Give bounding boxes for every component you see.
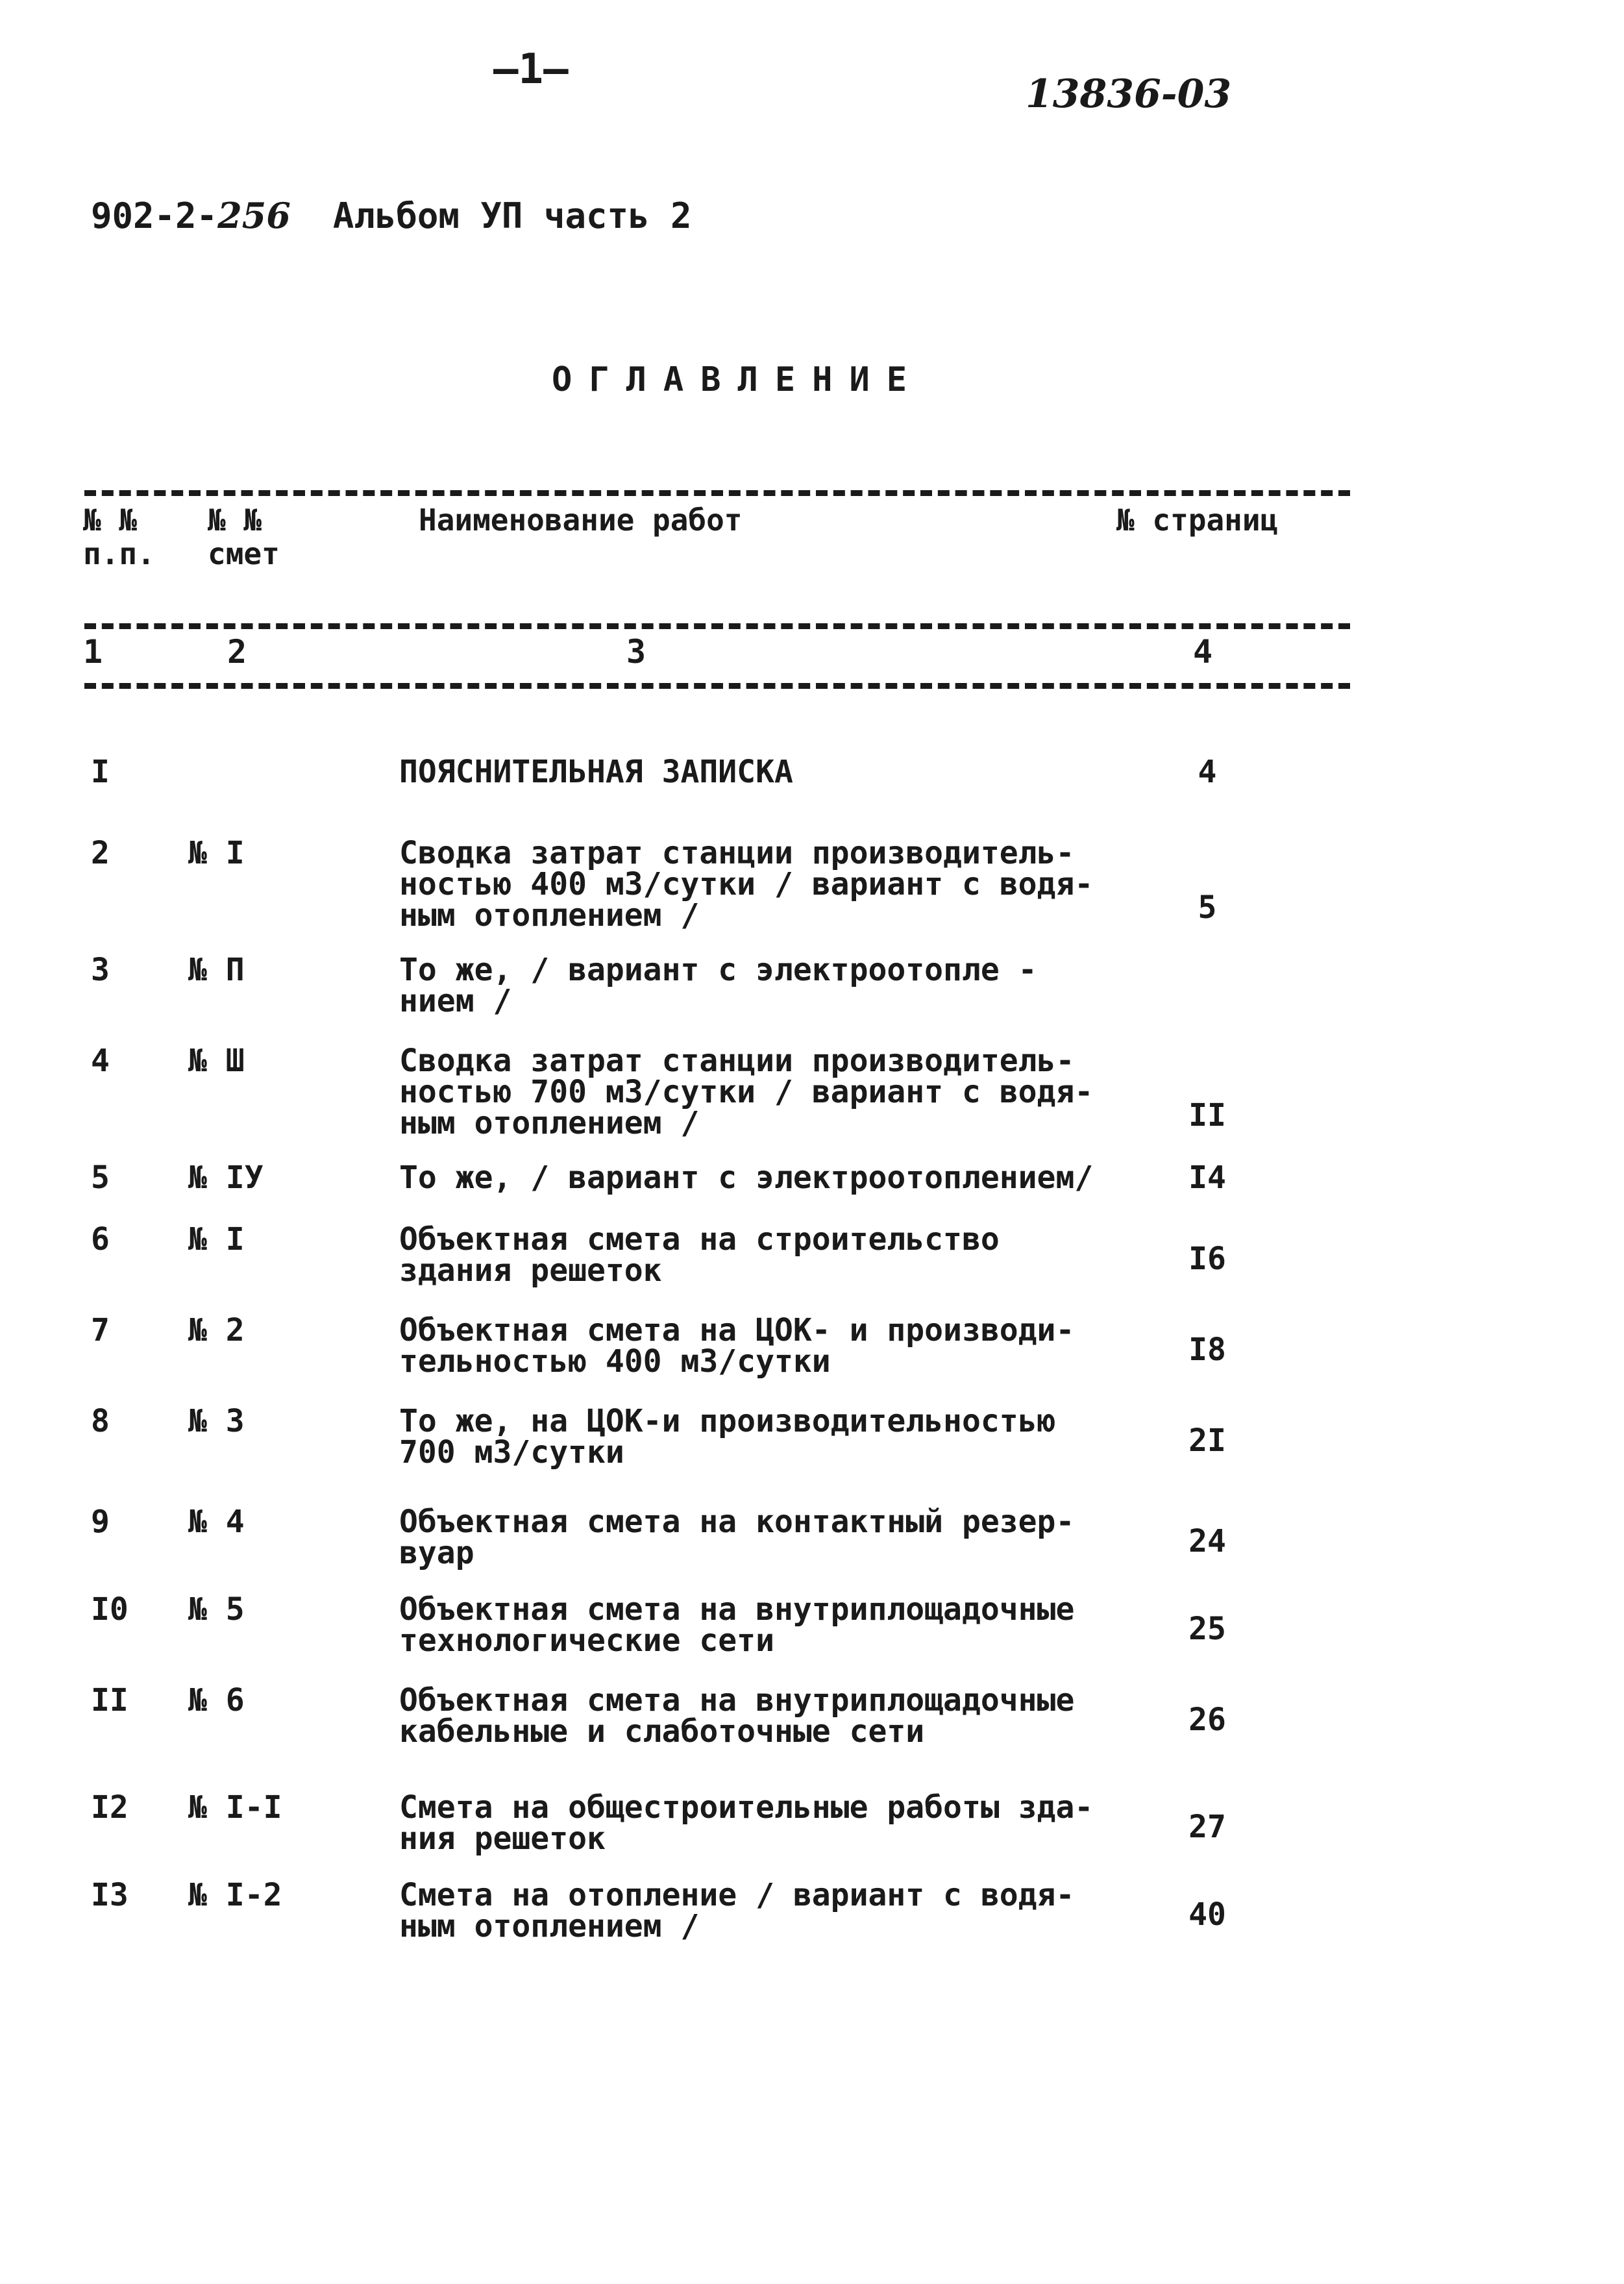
- row-work-name-line: ностью 400 м3/сутки / вариант с водя-: [399, 866, 1094, 902]
- row-item-number: 5: [91, 1160, 110, 1196]
- row-work-name-line: Сводка затрат станции производитель-: [399, 1043, 1075, 1079]
- table-top-rule: [84, 490, 1350, 496]
- row-estimate-number: № 2: [188, 1312, 245, 1348]
- row-work-name: [399, 1877, 1152, 1944]
- row-work-name: [399, 1506, 1152, 1569]
- row-page-number: 4: [1198, 754, 1217, 790]
- column-number-1: 1: [83, 633, 103, 671]
- row-item-number: 7: [91, 1312, 110, 1348]
- column-header-item-number: № № п.п.: [83, 503, 155, 571]
- document-code: 13836-03: [1026, 71, 1232, 117]
- row-item-number: II: [91, 1682, 129, 1719]
- column-header-page-numbers: № страниц: [1116, 503, 1279, 538]
- row-item-number: 2: [91, 835, 110, 871]
- row-work-name: [399, 954, 1152, 1017]
- row-page-number: I4: [1188, 1160, 1226, 1196]
- row-work-name-line: То же, на ЦОК-и производительностью: [399, 1403, 1056, 1439]
- row-page-number: 24: [1188, 1523, 1226, 1559]
- row-page-number: 26: [1188, 1702, 1226, 1738]
- row-work-name: [399, 1312, 1152, 1380]
- row-item-number: I0: [91, 1591, 129, 1628]
- row-work-name: [399, 835, 1152, 934]
- row-work-name-line: здания решеток: [399, 1252, 662, 1289]
- row-estimate-number: № 6: [188, 1682, 245, 1719]
- column-number-2: 2: [227, 633, 247, 671]
- header-divider-rule: [84, 623, 1350, 629]
- row-work-name-line: Объектная смета на строительство: [399, 1221, 1000, 1258]
- row-work-name-line: Объектная смета на ЦОК- и производи-: [399, 1312, 1075, 1348]
- page-title: ОГЛАВЛЕНИЕ: [552, 360, 924, 399]
- row-work-name-line: Объектная смета на внутриплощадочные: [399, 1591, 1075, 1628]
- row-work-name-line: вуар: [399, 1535, 474, 1571]
- column-number-3: 3: [626, 633, 646, 671]
- page-number: —1—: [493, 45, 569, 93]
- row-work-name: [399, 756, 1152, 788]
- row-work-name: [399, 1682, 1152, 1750]
- row-work-name-line: Объектная смета на контактный резер-: [399, 1504, 1075, 1540]
- row-work-name: [399, 1789, 1152, 1857]
- row-item-number: I: [91, 754, 110, 790]
- row-work-name-line: Сводка затрат станции производитель-: [399, 835, 1075, 871]
- row-work-name-line: кабельные и слаботочные сети: [399, 1713, 925, 1750]
- row-work-name: [399, 1045, 1152, 1139]
- row-item-number: I3: [91, 1877, 129, 1913]
- series-prefix: 902-2-: [91, 195, 218, 236]
- row-item-number: 8: [91, 1403, 110, 1439]
- row-page-number: I6: [1188, 1241, 1226, 1277]
- row-work-name: [399, 1221, 1152, 1289]
- row-work-name-line: Смета на общестроительные работы зда-: [399, 1789, 1094, 1826]
- column-header-work-name: Наименование работ: [419, 503, 743, 538]
- row-page-number: II: [1188, 1097, 1226, 1134]
- row-work-name-line: ПОЯСНИТЕЛЬНАЯ ЗАПИСКА: [399, 754, 793, 790]
- row-work-name-line: Объектная смета на внутриплощадочные: [399, 1682, 1075, 1719]
- row-item-number: 6: [91, 1221, 110, 1258]
- row-work-name-line: ностью 700 м3/сутки / вариант с водя-: [399, 1074, 1094, 1110]
- row-page-number: 5: [1198, 889, 1217, 926]
- album-label: Альбом УП часть 2: [332, 195, 692, 236]
- row-work-name-line: То же, / вариант с электроотоплением/: [399, 1160, 1094, 1196]
- row-work-name-line: ния решеток: [399, 1820, 606, 1857]
- row-work-name: [399, 1160, 1152, 1196]
- column-header-estimate-number: № № смет: [208, 503, 280, 571]
- row-work-name-line: тельностью 400 м3/сутки: [399, 1343, 831, 1380]
- column-number-4: 4: [1193, 633, 1213, 671]
- row-work-name-line: ным отоплением /: [399, 897, 700, 934]
- series-header: [91, 195, 692, 236]
- row-estimate-number: № I-I: [188, 1789, 282, 1826]
- row-estimate-number: № 4: [188, 1504, 245, 1540]
- row-estimate-number: № 5: [188, 1591, 245, 1628]
- row-work-name-line: ным отоплением /: [399, 1908, 700, 1944]
- row-page-number: I8: [1188, 1332, 1226, 1368]
- row-item-number: 9: [91, 1504, 110, 1540]
- row-estimate-number: № Ш: [188, 1043, 245, 1079]
- row-estimate-number: № I: [188, 1221, 245, 1258]
- row-item-number: 3: [91, 952, 110, 988]
- row-page-number: 40: [1188, 1896, 1226, 1933]
- row-estimate-number: № П: [188, 952, 245, 988]
- row-work-name-line: технологические сети: [399, 1622, 774, 1659]
- row-estimate-number: № IУ: [188, 1160, 264, 1196]
- row-work-name: [399, 1403, 1152, 1471]
- row-item-number: I2: [91, 1789, 129, 1826]
- row-work-name-line: ным отоплением /: [399, 1105, 700, 1141]
- row-page-number: 2I: [1188, 1422, 1226, 1459]
- row-estimate-number: № I-2: [188, 1877, 282, 1913]
- row-page-number: 25: [1188, 1611, 1226, 1647]
- row-work-name: [399, 1591, 1152, 1659]
- row-estimate-number: № 3: [188, 1403, 245, 1439]
- row-work-name-line: Смета на отопление / вариант с водя-: [399, 1877, 1075, 1913]
- row-page-number: 27: [1188, 1809, 1226, 1845]
- column-numbers-rule: [84, 683, 1350, 689]
- row-work-name-line: 700 м3/сутки: [399, 1434, 624, 1471]
- row-estimate-number: № I: [188, 835, 245, 871]
- row-item-number: 4: [91, 1043, 110, 1079]
- row-work-name-line: нием /: [399, 983, 512, 1019]
- series-number-handwritten: 256: [217, 195, 291, 236]
- row-work-name-line: То же, / вариант с электроотопле -: [399, 952, 1037, 988]
